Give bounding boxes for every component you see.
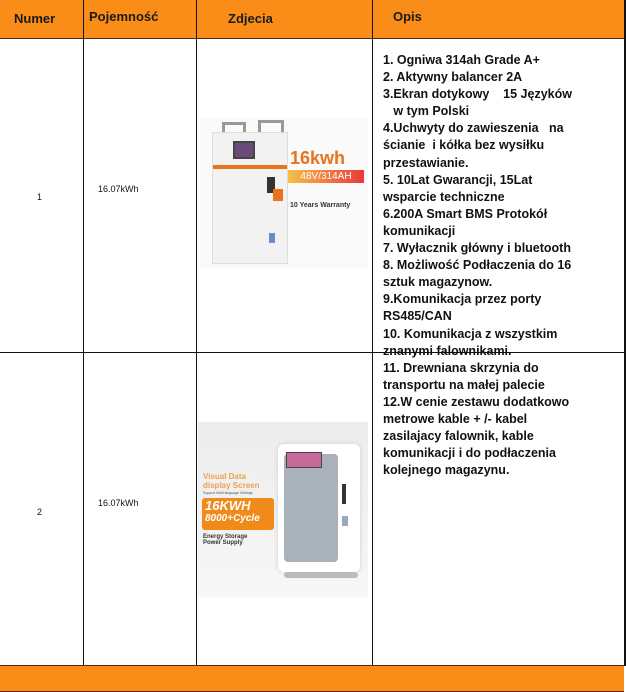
image-cycle-label: 8000+Cycle [205, 513, 260, 524]
description-line: przestawianie. [383, 155, 469, 170]
description-line: 5. 10Lat Gwarancji, 15Lat [383, 172, 533, 187]
table-footer [0, 665, 624, 692]
header-opis: Opis [393, 9, 422, 24]
description-line: 11. Drewniana skrzynia do [383, 360, 539, 375]
image-warranty-label: 10 Years Warranty [290, 202, 351, 209]
row-1-number: 1 [37, 192, 43, 202]
header-numer: Numer [14, 11, 56, 26]
description-line: 6.200A Smart BMS Protokół [383, 206, 548, 221]
description-line: 7. Wyłacznik główny i bluetooth [383, 241, 571, 256]
image-text-line1: Visual Data [203, 472, 246, 481]
description-line: 4.Uchwyty do zawieszenia na [383, 121, 564, 136]
row-2-number: 2 [37, 507, 43, 517]
battery-unit [278, 444, 360, 572]
product-image-2 [198, 422, 368, 597]
product-image-1 [200, 118, 368, 268]
description-line: komunikacji [383, 223, 456, 238]
battery-unit [212, 132, 288, 264]
description-line: 9.Komunikacja przez porty [383, 292, 542, 307]
description-line: 12.W cenie zestawu dodatkowo [383, 394, 570, 409]
description-line: 10. Komunikacja z wszystkim [383, 326, 558, 341]
row-divider [0, 352, 372, 353]
column-divider [83, 0, 84, 666]
header-zdjecia: Zdjecia [228, 11, 273, 26]
column-divider [372, 0, 373, 666]
description-line: zasilajacy falownik, kable [383, 429, 534, 444]
image-text-line4: Energy Storage [203, 534, 248, 540]
image-text-line2: display Screen [203, 481, 260, 490]
column-divider [196, 0, 197, 666]
description-line: transportu na małej palecie [383, 377, 545, 392]
image-capacity-label: 16KWH [205, 498, 251, 513]
description-line: sztuk magazynow. [383, 275, 493, 290]
row-2-capacity: 16.07kWh [98, 498, 139, 508]
description-line: 2. Aktywny balancer 2A [383, 70, 523, 85]
description-line: w tym Polski [383, 104, 470, 119]
description-line: wsparcie techniczne [383, 189, 505, 204]
description-line: 8. Możliwość Podłaczenia do 16 [383, 258, 572, 273]
header-pojemnosc: Pojemność [89, 9, 159, 24]
row-1-capacity: 16.07kWh [98, 184, 139, 194]
description-line: 3.Ekran dotykowy 15 Języków [383, 87, 572, 102]
description-list [383, 52, 623, 479]
description-line: ścianie i kółka bez wysiłku [383, 138, 545, 153]
description-line: RS485/CAN [383, 309, 452, 324]
description-line: kolejnego magazynu. [383, 463, 510, 478]
image-text-line3: Support Multi language Settings [203, 491, 253, 495]
description-line: metrowe kable + /- kabel [383, 411, 528, 426]
image-text-line5: Power Supply [203, 540, 243, 546]
image-capacity-label: 16kwh [290, 148, 346, 168]
description-line: znanymi falownikami. [383, 343, 512, 358]
description-line: komunikacji i do podłaczenia [383, 446, 556, 461]
image-spec-label: 48V/314AH [288, 170, 364, 183]
description-line: 1. Ogniwa 314ah Grade A+ [383, 53, 540, 67]
